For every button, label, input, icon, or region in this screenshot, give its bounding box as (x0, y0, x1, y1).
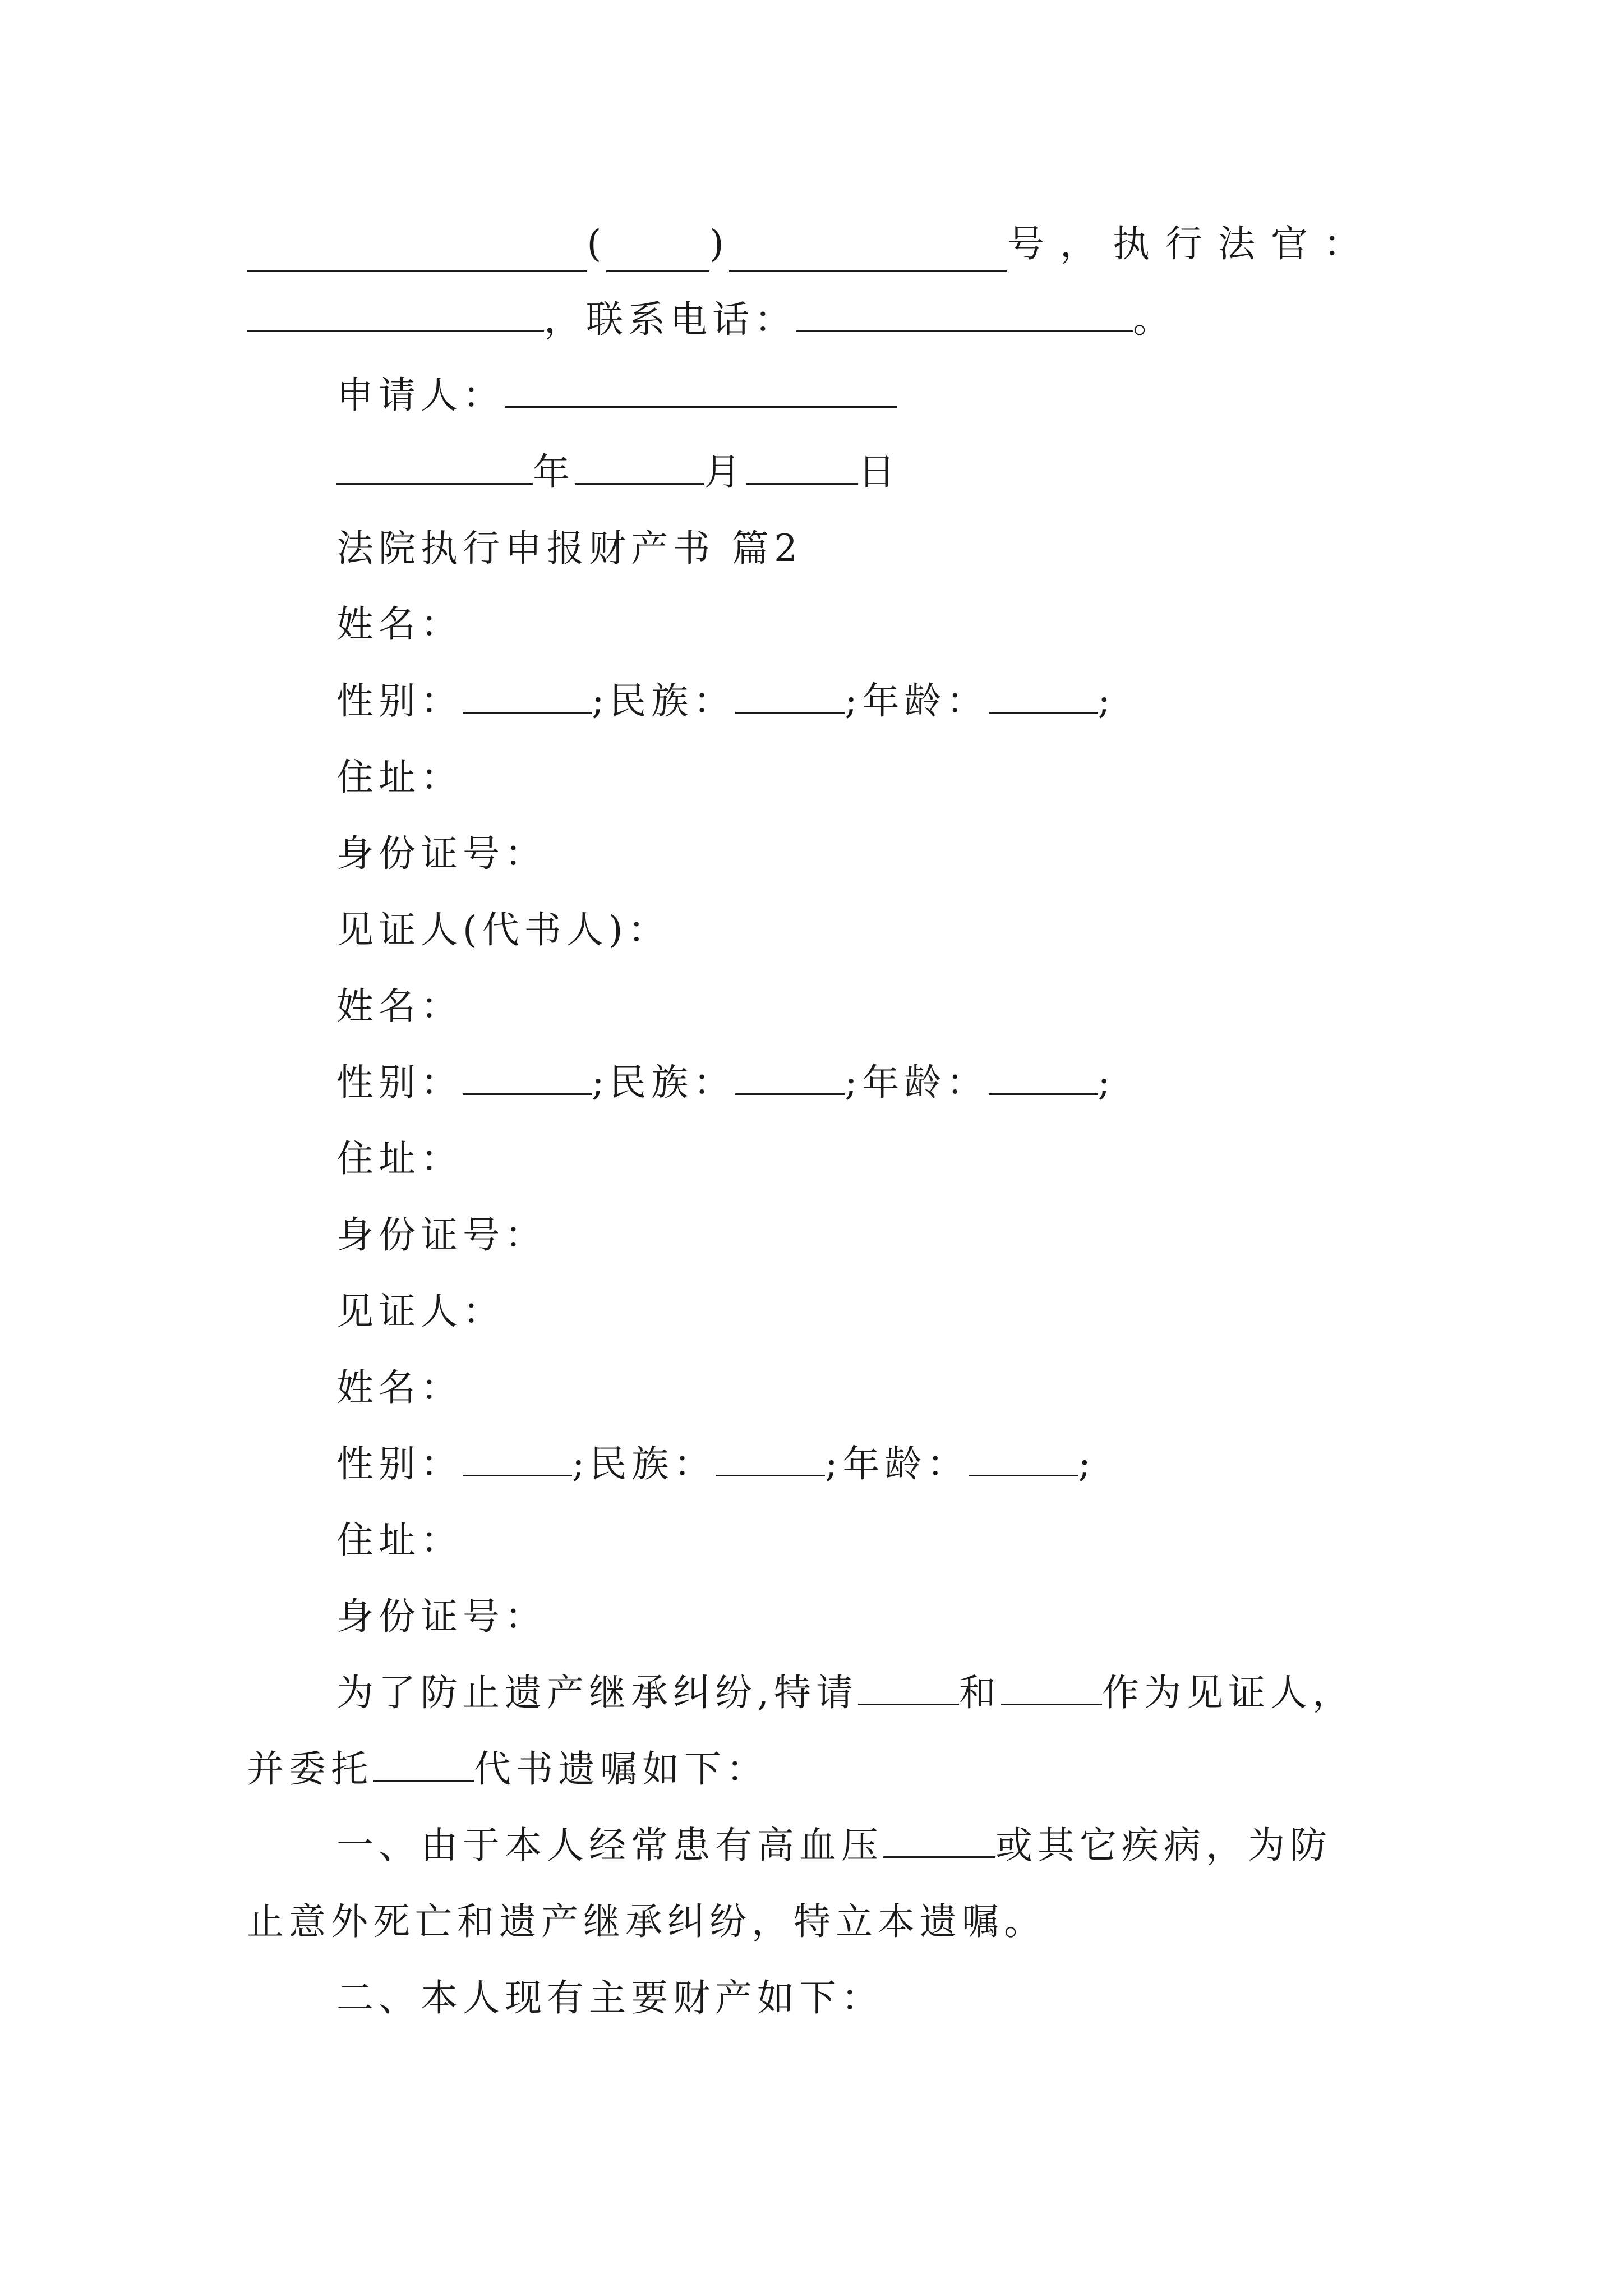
ethnicity-label: ;民族： (572, 1442, 716, 1485)
clause-one-continue: 或其它疾病，为防 (995, 1824, 1332, 1867)
name-label: 姓名： (336, 602, 463, 646)
blank-field (883, 1821, 995, 1858)
blank-field (746, 448, 858, 485)
gender-label: 性别： (336, 1442, 463, 1485)
id-number-label: 身份证号： (336, 1213, 547, 1257)
blank-field (463, 1059, 592, 1095)
semicolon: ; (1078, 1442, 1096, 1485)
applicant-line (336, 367, 1376, 424)
blank-field (606, 236, 709, 272)
blank-field (463, 677, 592, 714)
age-label: ;年龄： (825, 1442, 969, 1485)
address-label: 住址： (336, 1137, 463, 1180)
paragraph-entrust (247, 1741, 1376, 1797)
blank-field (729, 236, 1007, 272)
witness-label: 见证人： (336, 1290, 505, 1333)
blank-field (336, 448, 533, 485)
blank-field (858, 1669, 959, 1705)
age-label: ;年龄： (845, 679, 989, 723)
address-label: 住址： (336, 756, 463, 799)
blank-field (796, 296, 1133, 332)
case-number-line (247, 216, 1376, 272)
blank-field (989, 677, 1098, 714)
entrust-text: 并委托 (247, 1747, 373, 1791)
clause-one-line-1 (336, 1818, 1376, 1874)
clause-one-text: 一、由于本人经常患有高血压 (336, 1824, 883, 1867)
paragraph-witness-request (336, 1665, 1376, 1721)
gender-ethnicity-age-line (336, 673, 1376, 729)
blank-field (1001, 1669, 1102, 1705)
gender-ethnicity-age-line (336, 1436, 1376, 1492)
ethnicity-label: ;民族： (592, 679, 736, 723)
period: 。 (1133, 298, 1175, 341)
blank-field (735, 1059, 845, 1095)
blank-field (247, 236, 587, 272)
year-label: 年 (533, 450, 575, 494)
blank-field (247, 296, 544, 332)
phone-label: ，联系电话： (544, 298, 796, 341)
name-label: 姓名： (336, 984, 463, 1028)
address-label: 住址： (336, 1519, 463, 1562)
section-title: 法院执行申报财产书 篇2 (336, 527, 803, 570)
contact-line (247, 292, 1376, 348)
clause-one-line-2: 止意外死亡和遗产继承纠纷，特立本遗嘱。 (247, 1900, 1046, 1943)
blank-field (989, 1059, 1098, 1095)
age-label: ;年龄： (845, 1061, 989, 1104)
as-witness-text: 作为见证人， (1101, 1671, 1354, 1714)
semicolon: ; (1098, 679, 1115, 723)
blank-field (373, 1745, 474, 1782)
gender-label: 性别： (336, 1061, 463, 1104)
day-label: 日 (858, 450, 900, 494)
blank-field (716, 1440, 825, 1476)
semicolon: ; (1098, 1061, 1115, 1104)
will-text: 代书遗嘱如下： (474, 1747, 768, 1791)
request-text: 为了防止遗产继承纠纷,特请 (336, 1671, 858, 1714)
and-text: 和 (958, 1671, 1001, 1714)
blank-field (735, 677, 845, 714)
date-line (336, 444, 1376, 500)
paren-open: ( (587, 222, 607, 265)
clause-two: 二、本人现有主要财产如下： (336, 1976, 883, 2019)
ethnicity-label: ;民族： (592, 1061, 736, 1104)
paren-close: ) (709, 222, 729, 265)
gender-label: 性别： (336, 679, 463, 723)
applicant-label: 申请人： (336, 374, 505, 417)
witness-writer-label: 见证人(代书人)： (336, 908, 670, 951)
blank-field (575, 448, 704, 485)
name-label: 姓名： (336, 1366, 463, 1409)
blank-field (969, 1440, 1078, 1476)
id-number-label: 身份证号： (336, 832, 547, 875)
id-number-label: 身份证号： (336, 1595, 547, 1638)
month-label: 月 (704, 450, 746, 494)
blank-field (463, 1440, 572, 1476)
gender-ethnicity-age-line (336, 1055, 1376, 1111)
blank-field (505, 371, 897, 408)
judge-label: 号，执行法官： (1007, 222, 1376, 265)
